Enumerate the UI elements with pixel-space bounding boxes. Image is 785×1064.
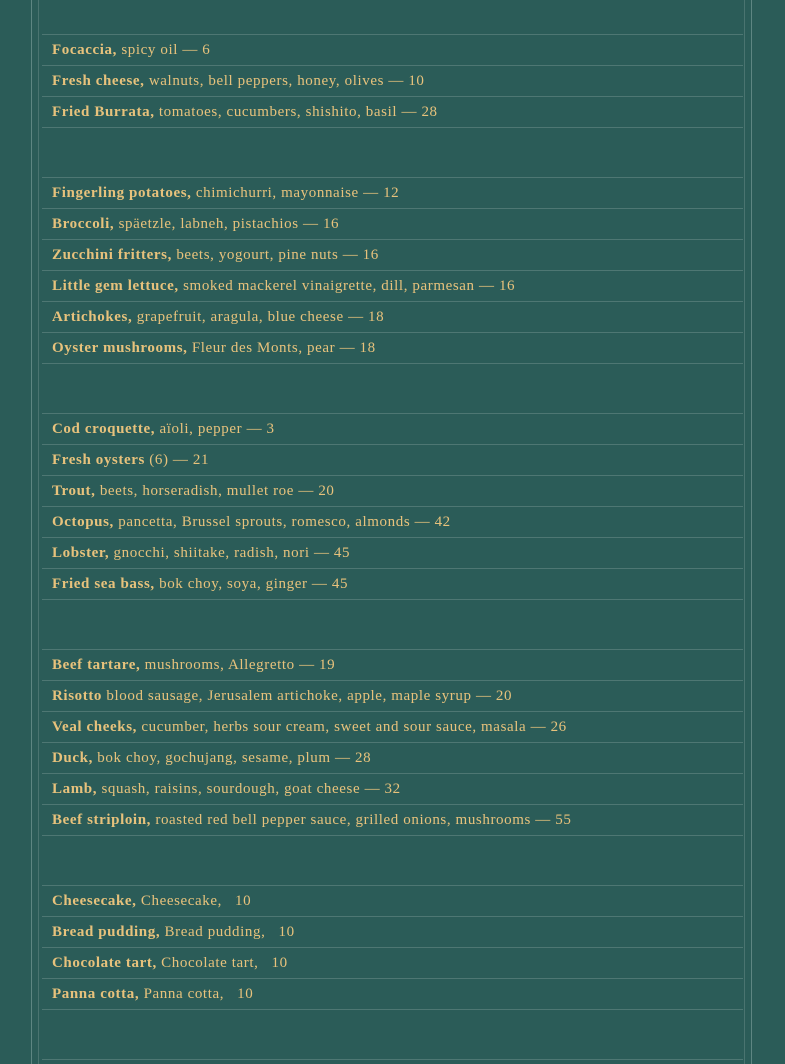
menu-item [42,476,743,507]
menu-item-name: Bread pudding, [52,924,161,940]
menu-item-description: Panna cotta, 10 [143,986,254,1002]
menu-item [42,66,743,97]
menu-item [42,178,743,209]
menu-item-description: grapefruit, aragula, blue cheese — 18 [136,309,385,325]
menu-section-mains [42,600,743,836]
menu-item [42,917,743,948]
menu-item [42,209,743,240]
menu-item [42,712,743,743]
section-heading-space [42,128,743,178]
menu-item-name: Lobster, [52,545,110,561]
menu-item-description: walnuts, bell peppers, honey, olives — 10 [148,73,425,89]
menu-item [42,650,743,681]
menu-item [42,97,743,128]
menu-item-description: cucumber, herbs sour cream, sweet and sour sauce, masala — 26 [141,719,567,735]
menu-item [42,681,743,712]
menu-item-description: späetzle, labneh, pistachios — 16 [118,216,340,232]
menu-section-starters [42,0,743,128]
menu-item-description: beets, yogourt, pine nuts — 16 [176,247,379,263]
menu-section-seafood [42,364,743,600]
menu-item-name: Cheesecake, [52,893,137,909]
menu-item [42,240,743,271]
menu-item-name: Octopus, [52,514,114,530]
menu-item-description: tomatoes, cucumbers, shishito, basil — 28 [158,104,438,120]
section-heading-space [42,0,743,35]
menu-item-name: Fingerling potatoes, [52,185,192,201]
menu-item [42,333,743,364]
menu-item [42,507,743,538]
menu-item-description: Cheesecake, 10 [140,893,252,909]
menu-item-name: Lamb, [52,781,98,797]
menu-section-desserts [42,836,743,1060]
menu-item-description: bok choy, gochujang, sesame, plum — 28 [97,750,372,766]
section-heading-space [42,364,743,414]
menu-item-description: beets, horseradish, mullet roe — 20 [99,483,335,499]
menu-item-name: Little gem lettuce, [52,278,179,294]
menu-item-description: chimichurri, mayonnaise — 12 [195,185,400,201]
menu-item [42,271,743,302]
menu-item-description: Bread pudding, 10 [164,924,295,940]
menu-item-name: Beef tartare, [52,657,141,673]
menu-item-name: Oyster mushrooms, [52,340,188,356]
menu-item-name: Veal cheeks, [52,719,137,735]
menu-item-name: Focaccia, [52,42,117,58]
menu-item-description: squash, raisins, sourdough, goat cheese — 32 [101,781,401,797]
menu-item-description: aïoli, pepper — 3 [159,421,275,437]
menu-item-name: Panna cotta, [52,986,140,1002]
menu-item [42,569,743,600]
menu-item-name: Artichokes, [52,309,133,325]
menu-item [42,805,743,836]
menu-item [42,774,743,805]
menu-item-description: blood sausage, Jerusalem artichoke, apple, maple syrup — 20 [106,688,513,704]
menu-item-description: bok choy, soya, ginger — 45 [159,576,349,592]
menu-item-description: smoked mackerel vinaigrette, dill, parmesan — 16 [183,278,516,294]
menu-item-name: Fried sea bass, [52,576,155,592]
menu-item [42,414,743,445]
menu-item [42,948,743,979]
menu-item-name: Fresh cheese, [52,73,145,89]
menu-item-name: Duck, [52,750,93,766]
menu-item-name: Zucchini fritters, [52,247,172,263]
menu-item [42,743,743,774]
menu-item-description: gnocchi, shiitake, radish, nori — 45 [113,545,351,561]
menu-item-description: Fleur des Monts, pear — 18 [191,340,376,356]
section-trailing-space [42,1010,743,1060]
menu-item-name: Beef striploin, [52,812,151,828]
menu-item [42,538,743,569]
menu-item-name: Trout, [52,483,96,499]
menu-list [42,0,743,1060]
menu-item-description: Chocolate tart, 10 [161,955,288,971]
menu-item-description: (6) — 21 [149,452,210,468]
menu-item [42,35,743,66]
section-heading-space [42,836,743,886]
menu-item-description: mushrooms, Allegretto — 19 [144,657,336,673]
menu-item-name: Chocolate tart, [52,955,157,971]
menu-item-name: Risotto [52,688,103,704]
menu-item [42,979,743,1010]
menu-item-description: spicy oil — 6 [121,42,211,58]
menu-item [42,886,743,917]
menu-item-description: pancetta, Brussel sprouts, romesco, almonds — 42 [118,514,451,530]
menu-item-name: Cod croquette, [52,421,156,437]
menu-item [42,302,743,333]
menu-section-vegetables [42,128,743,364]
menu-item-name: Fried Burrata, [52,104,155,120]
menu-item-description: roasted red bell pepper sauce, grilled onions, mushrooms — 55 [155,812,572,828]
section-heading-space [42,600,743,650]
menu-item [42,445,743,476]
menu-item-name: Fresh oysters [52,452,145,468]
menu-item-name: Broccoli, [52,216,115,232]
